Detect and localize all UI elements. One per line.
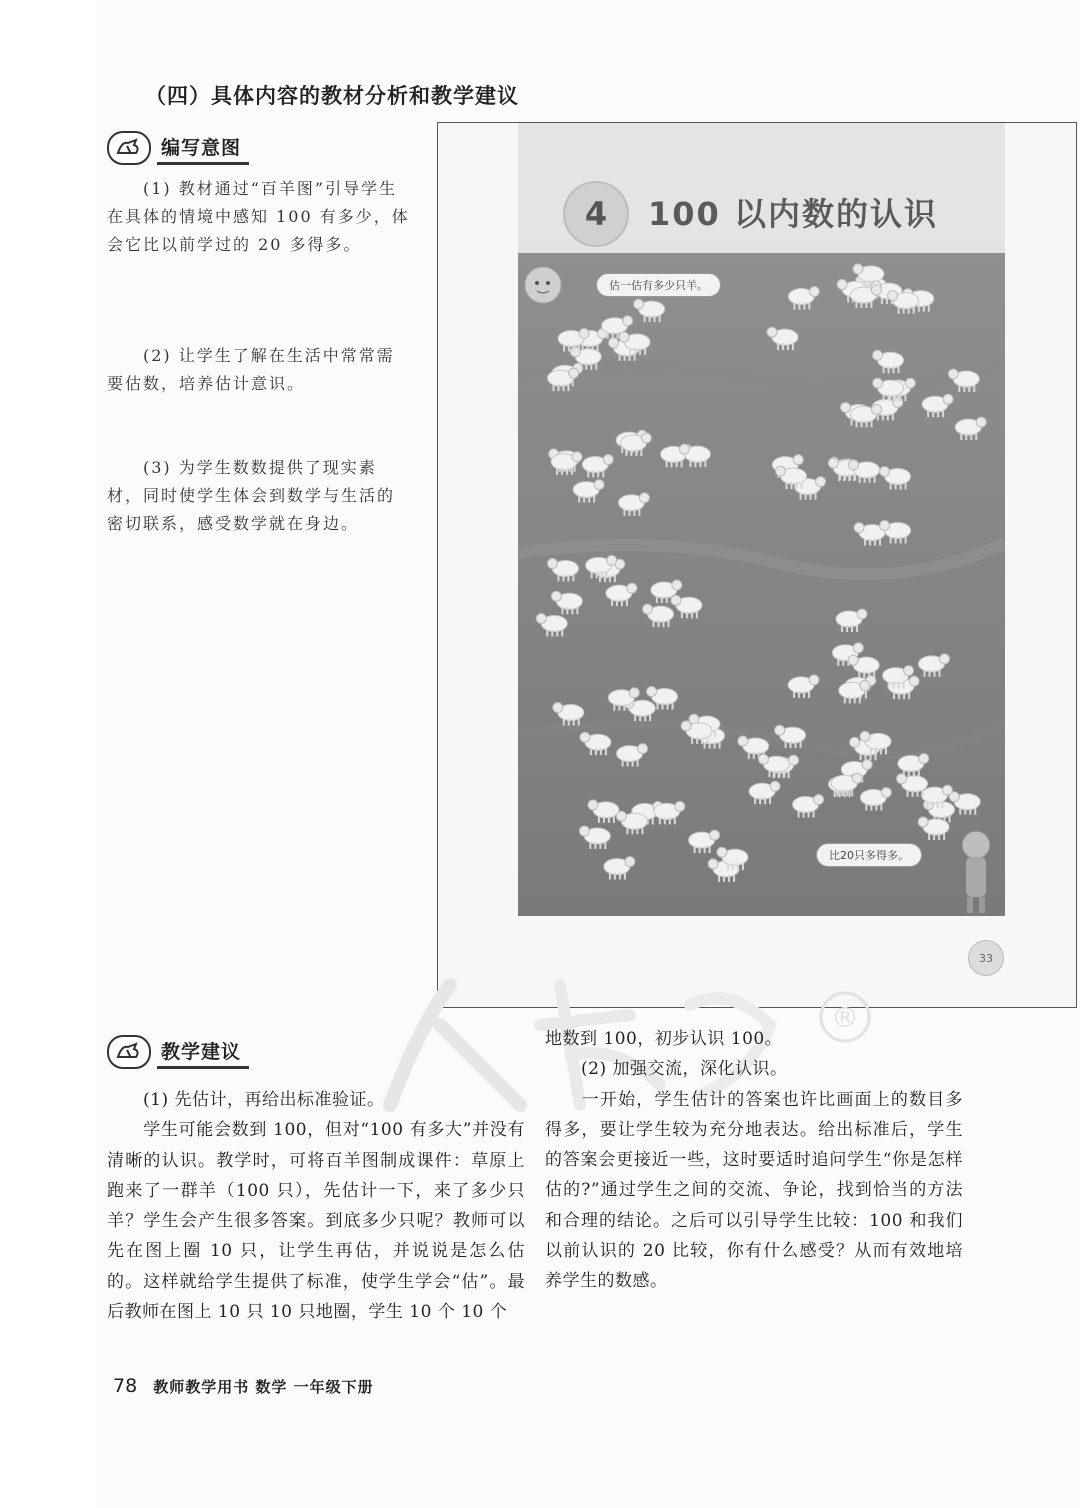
suggestion-left-column [107,1085,525,1327]
textbook-header [518,123,1005,245]
suggestion-tag-label: 教学建议 [157,1035,249,1069]
intent-tag-label: 编写意图 [157,131,249,165]
speech-bubble-estimate: 估一估有多少只羊。 [596,273,721,297]
intent-paragraph-1 [107,175,412,259]
suggestion-point-2-body-text: 一开始，学生估计的答案也许比画面上的数目多得多，要让学生较为充分地表达。给出标准后，学生的答案会更接近一些，这时要适时追问学生“你是怎样估的?”通过学生之间的交流、争论，找到恰当的方法和合理的结论。之后可以引导学生比较：100 和我们以前认识的 20 比较，你有什么感受？从而有效地培养学生的数感。 [545,1089,963,1292]
suggestion-tag [107,1035,249,1069]
sun-character-icon [525,267,561,303]
unit-title: 100 以内数的认识 [648,195,938,233]
book-title: 教师教学用书 数学 一年级下册 [153,1378,374,1396]
intent-paragraph-1-text: (1) 教材通过“百羊图”引导学生在具体的情境中感知 100 有多少，体会它比以前学过的 20 多得多。 [107,179,410,254]
sheep-meadow-illustration [518,253,1005,916]
suggestion-continuation [545,1024,963,1054]
intent-paragraph-3-text: (3) 为学生数数提供了现实素材，同时使学生体会到数学与生活的密切联系，感受数学就在身边。 [107,458,396,533]
suggestion-point-1-body [107,1115,525,1327]
intent-paragraph-3 [107,454,412,538]
suggestion-continuation-text: 地数到 100，初步认识 100。 [545,1029,783,1049]
registered-mark: ® [831,1001,859,1034]
suggestion-point-1-text: (1) 先估计，再给出标准验证。 [143,1090,385,1110]
suggestion-right-column [545,1024,963,1297]
hand-pen-icon [107,131,151,165]
suggestion-point-2-body [545,1085,963,1297]
intent-paragraph-2 [107,342,412,398]
intent-paragraph-2-text: (2) 让学生了解在生活中常常需要估数，培养估计意识。 [107,346,395,393]
section-heading: （四）具体内容的教材分析和教学建议 [145,84,519,108]
page-number: 78 [113,1375,138,1397]
textbook-page [518,123,1005,916]
page-margin [0,0,96,1508]
hand-pen-icon [107,1035,151,1069]
page-footer [113,1375,374,1397]
sheep-illustration [518,253,1005,916]
suggestion-point-2 [545,1054,963,1084]
suggestion-point-2-text: (2) 加强交流，深化认识。 [581,1059,788,1080]
textbook-page-number: 33 [968,940,1004,976]
unit-number-badge: 4 [563,181,629,247]
suggestion-point-1 [107,1085,525,1115]
speech-bubble-compare: 比20只多得多。 [816,843,922,867]
suggestion-point-1-body-text: 学生可能会数到 100，但对“100 有多大”并没有清晰的认识。教学时，可将百羊图制成课件：草原上跑来了一群羊（100 只），先估计一下，来了多少只羊？学生会产生很多答案。到底多少只呢？教师可以先在图上圈 10 只，让学生再估，并说说是怎么估的。这样就给学生提供了标准，使学生学会“估”。最后教师在图上 10 只 10 只地圈，学生 10 个 10 个 [107,1120,525,1323]
textbook-image-frame [437,122,1077,1008]
intent-tag [107,131,249,165]
